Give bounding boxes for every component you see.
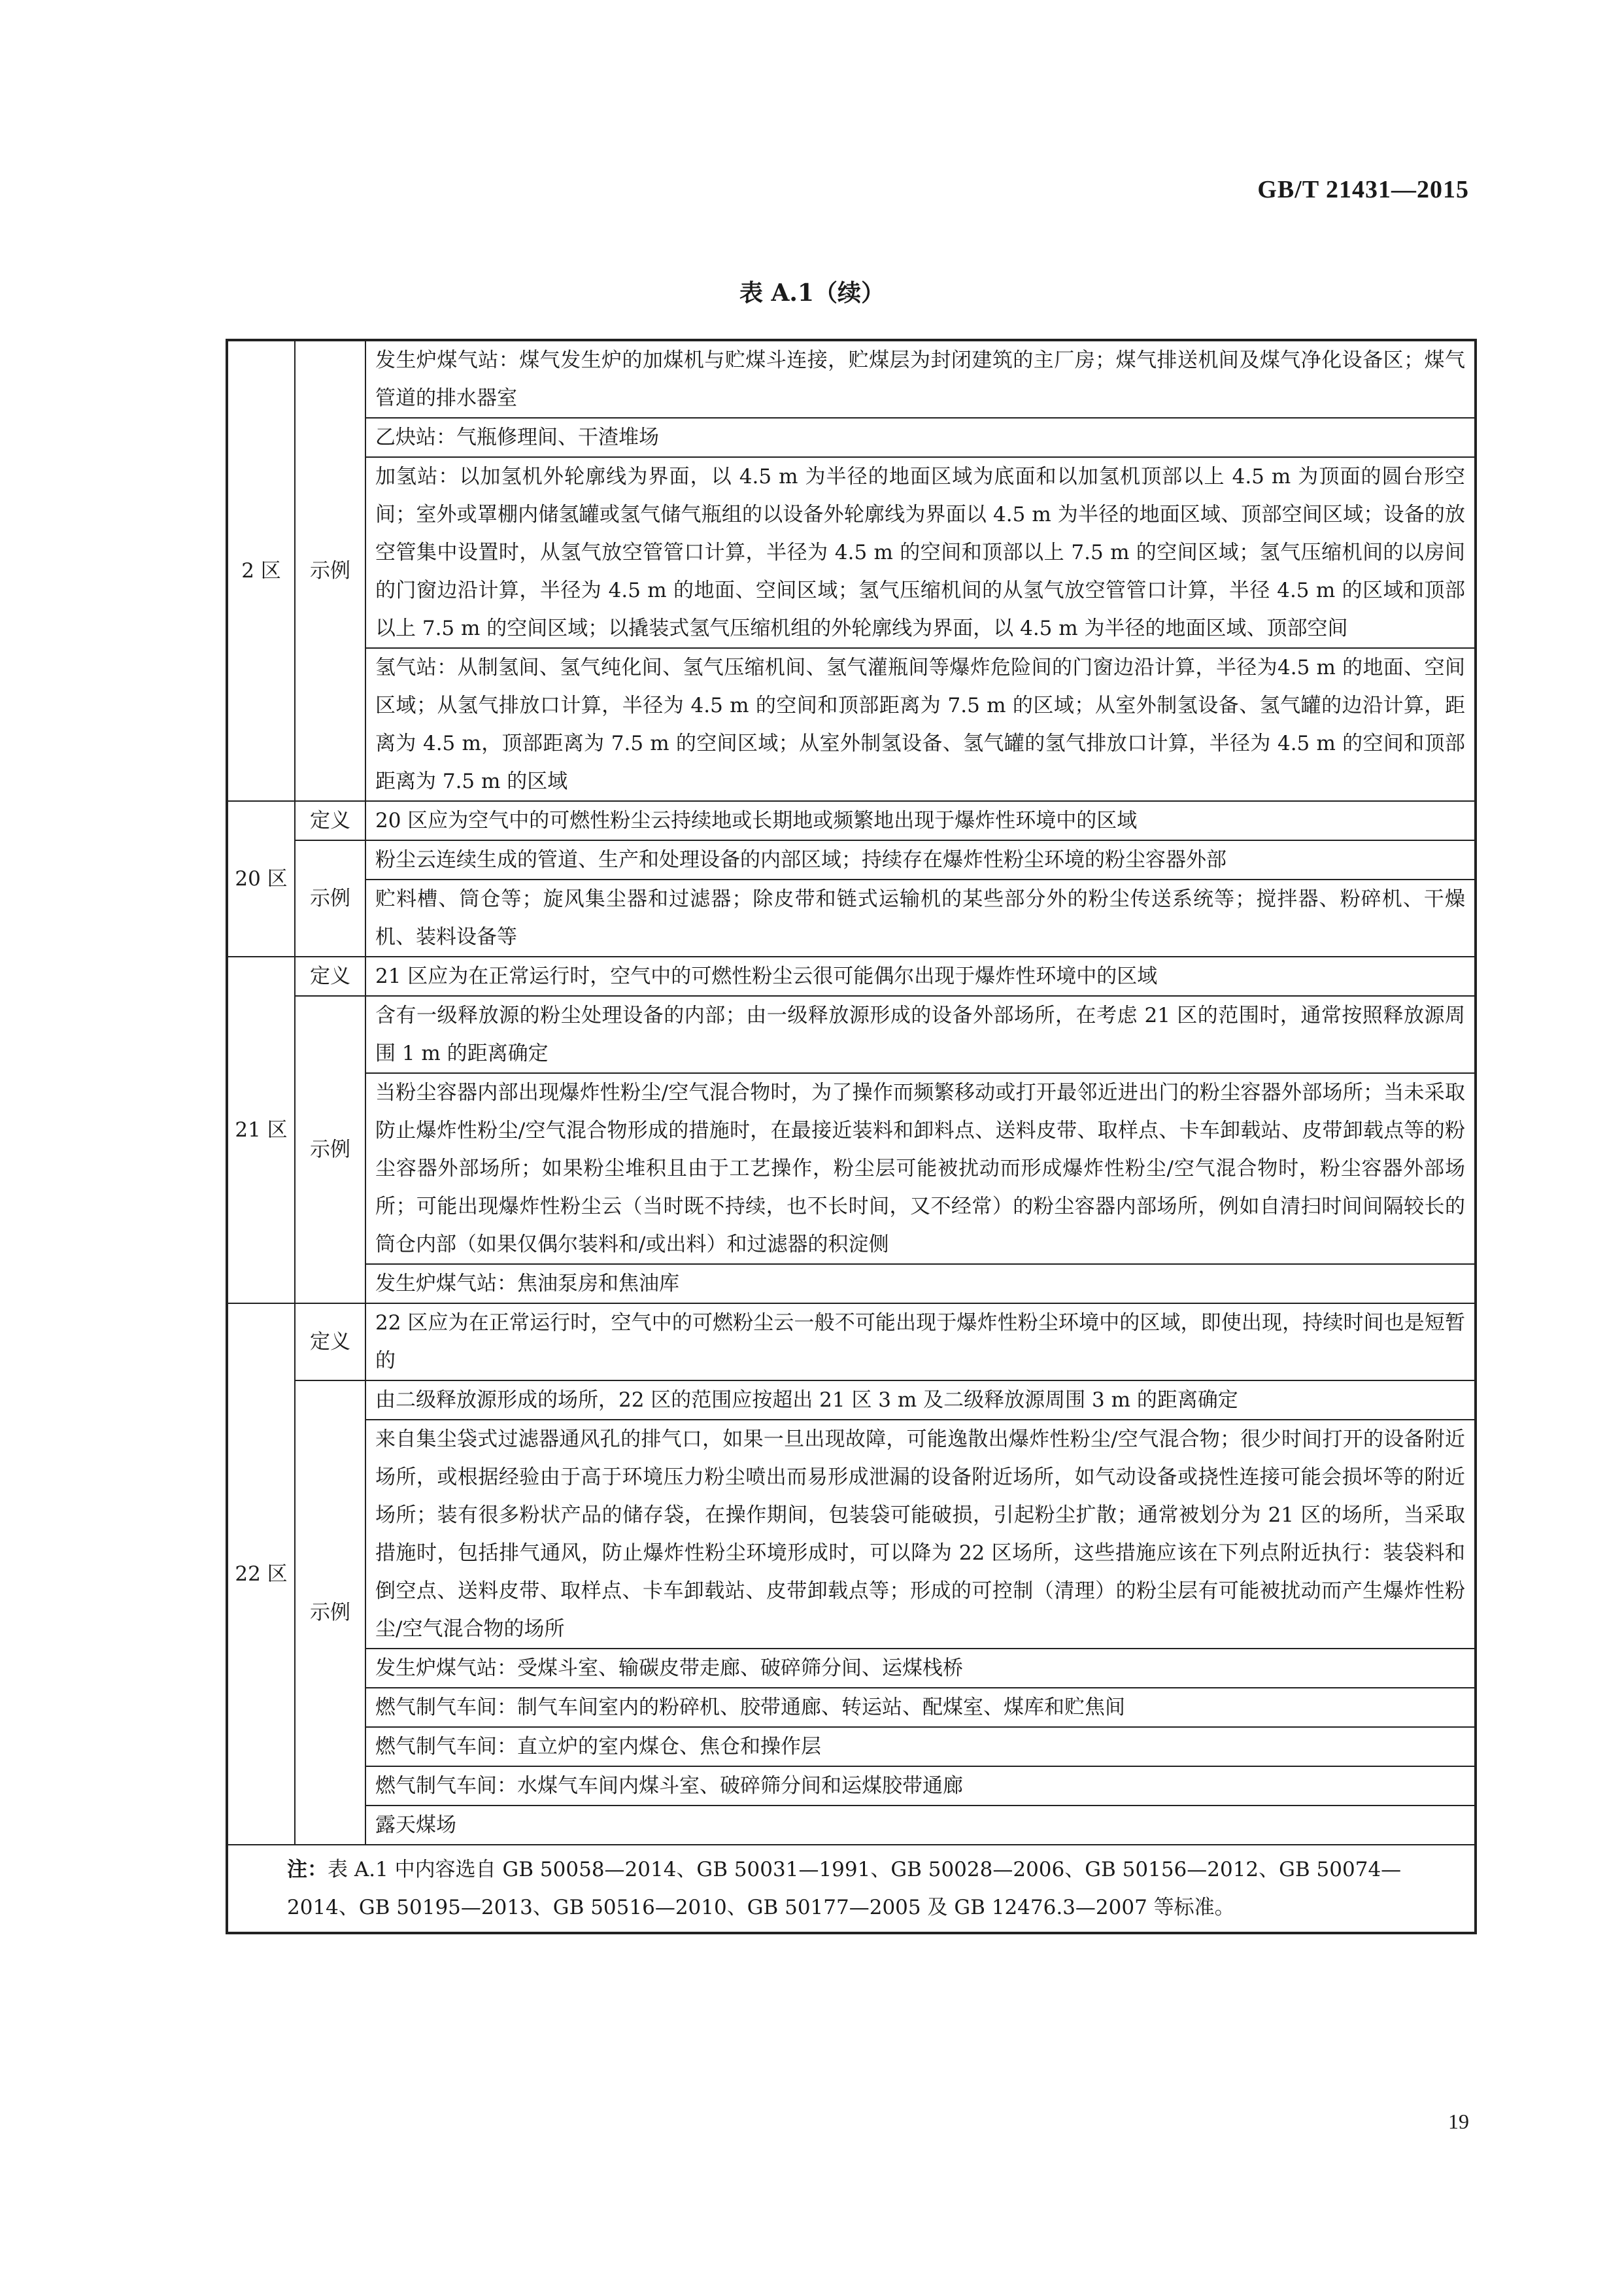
note-text: 表 A.1 中内容选自 GB 50058—2014、GB 50031—1991、GB 50028—2006、GB 50156—2012、GB 50074—2014、GB 50195—2013、GB 50516—2010、GB 50177—2005 及 GB 12476.3—2007 等标准。 bbox=[287, 1858, 1402, 1919]
page-number: 19 bbox=[1448, 2110, 1469, 2133]
zone-label: 22 区 bbox=[227, 1303, 295, 1845]
table-row bbox=[227, 996, 1476, 1073]
example-cell: 发生炉煤气站：煤气发生炉的加煤机与贮煤斗连接，贮煤层为封闭建筑的主厂房；煤气排送机间及煤气净化设备区；煤气管道的排水器室 bbox=[365, 340, 1476, 418]
note-label: 注： bbox=[287, 1858, 328, 1881]
document-code: GB/T 21431—2015 bbox=[1257, 176, 1469, 203]
example-cell: 发生炉煤气站：受煤斗室、输碳皮带走廊、破碎筛分间、运煤栈桥 bbox=[365, 1649, 1476, 1688]
table-note-row bbox=[227, 1845, 1476, 1933]
kind-label: 定义 bbox=[295, 1303, 365, 1380]
zone-label: 21 区 bbox=[227, 957, 295, 1303]
table-row bbox=[227, 880, 1476, 957]
table-row bbox=[227, 648, 1476, 801]
example-cell: 贮料槽、筒仓等；旋风集尘器和过滤器；除皮带和链式运输机的某些部分外的粉尘传送系统等；搅拌器、粉碎机、干燥机、装料设备等 bbox=[365, 880, 1476, 957]
table-note bbox=[227, 1845, 1476, 1933]
definition-cell: 22 区应为在正常运行时，空气中的可燃粉尘云一般不可能出现于爆炸性粉尘环境中的区域，即使出现，持续时间也是短暂的 bbox=[365, 1303, 1476, 1380]
table-row bbox=[227, 1688, 1476, 1727]
definition-cell: 21 区应为在正常运行时，空气中的可燃性粉尘云很可能偶尔出现于爆炸性环境中的区域 bbox=[365, 957, 1476, 996]
kind-label: 定义 bbox=[295, 957, 365, 996]
example-cell: 燃气制气车间：制气车间室内的粉碎机、胶带通廊、转运站、配煤室、煤库和贮焦间 bbox=[365, 1688, 1476, 1727]
table-row bbox=[227, 1649, 1476, 1688]
example-cell: 露天煤场 bbox=[365, 1806, 1476, 1845]
table-row bbox=[227, 957, 1476, 996]
table-row bbox=[227, 457, 1476, 648]
table-row bbox=[227, 1073, 1476, 1264]
example-cell: 由二级释放源形成的场所，22 区的范围应按超出 21 区 3 m 及二级释放源周围 3 m 的距离确定 bbox=[365, 1380, 1476, 1420]
example-cell: 来自集尘袋式过滤器通风孔的排气口，如果一旦出现故障，可能逸散出爆炸性粉尘/空气混合物；很少时间打开的设备附近场所，或根据经验由于高于环境压力粉尘喷出而易形成泄漏的设备附近场所，如气动设备或挠性连接可能会损坏等的附近场所；装有很多粉状产品的储存袋，在操作期间，包装袋可能破损，引起粉尘扩散；通常被划分为 21 区的场所，当采取措施时，包括排气通风，防止爆炸性粉尘环境形成时，可以降为 22 区场所，这些措施应该在下列点附近执行：装袋料和倒空点、送料皮带、取样点、卡车卸载站、皮带卸载点等；形成的可控制（清理）的粉尘层有可能被扰动而产生爆炸性粉尘/空气混合物的场所 bbox=[365, 1420, 1476, 1649]
kind-label: 示例 bbox=[295, 340, 365, 801]
table-row bbox=[227, 1303, 1476, 1380]
kind-label: 示例 bbox=[295, 1380, 365, 1845]
table-title: 表 A.1（续） bbox=[739, 279, 885, 307]
definition-cell: 20 区应为空气中的可燃性粉尘云持续地或长期地或频繁地出现于爆炸性环境中的区域 bbox=[365, 801, 1476, 840]
table-row bbox=[227, 840, 1476, 880]
example-cell: 发生炉煤气站：焦油泵房和焦油库 bbox=[365, 1264, 1476, 1303]
table-row bbox=[227, 340, 1476, 418]
example-cell: 含有一级释放源的粉尘处理设备的内部；由一级释放源形成的设备外部场所，在考虑 21 区的范围时，通常按照释放源周围 1 m 的距离确定 bbox=[365, 996, 1476, 1073]
example-cell: 加氢站：以加氢机外轮廓线为界面，以 4.5 m 为半径的地面区域为底面和以加氢机顶部以上 4.5 m 为顶面的圆台形空间；室外或罩棚内储氢罐或氢气储气瓶组的以设备外轮廓线为界面以 4.5 m 为半径的地面区域、顶部空间区域；设备的放空管集中设置时，从氢气放空管管口计算，半径为 4.5 m 的空间和顶部以上 7.5 m 的空间区域；氢气压缩机间的以房间的门窗边沿计算，半径为 4.5 m 的地面、空间区域；氢气压缩机间的从氢气放空管管口计算，半径 4.5 m 的区域和顶部以上 7.5 m 的空间区域；以撬装式氢气压缩机组的外轮廓线为界面，以 4.5 m 为半径的地面区域、顶部空间 bbox=[365, 457, 1476, 648]
table-row bbox=[227, 1380, 1476, 1420]
table-row bbox=[227, 418, 1476, 457]
example-cell: 燃气制气车间：直立炉的室内煤仓、焦仓和操作层 bbox=[365, 1727, 1476, 1766]
zone-classification-table bbox=[226, 339, 1477, 1934]
example-cell: 燃气制气车间：水煤气车间内煤斗室、破碎筛分间和运煤胶带通廊 bbox=[365, 1766, 1476, 1806]
table-row bbox=[227, 1806, 1476, 1845]
table-row bbox=[227, 801, 1476, 840]
example-cell: 氢气站：从制氢间、氢气纯化间、氢气压缩机间、氢气灌瓶间等爆炸危险间的门窗边沿计算，半径为4.5 m 的地面、空间区域；从氢气排放口计算，半径为 4.5 m 的空间和顶部距离为 7.5 m 的区域；从室外制氢设备、氢气罐的边沿计算，距离为 4.5 m，顶部距离为 7.5 m 的空间区域；从室外制氢设备、氢气罐的氢气排放口计算，半径为 4.5 m 的空间和顶部距离为 7.5 m 的区域 bbox=[365, 648, 1476, 801]
kind-label: 示例 bbox=[295, 996, 365, 1303]
example-cell: 乙炔站：气瓶修理间、干渣堆场 bbox=[365, 418, 1476, 457]
table-row bbox=[227, 1264, 1476, 1303]
kind-label: 示例 bbox=[295, 840, 365, 957]
zone-label: 2 区 bbox=[227, 340, 295, 801]
kind-label: 定义 bbox=[295, 801, 365, 840]
table-row bbox=[227, 1727, 1476, 1766]
example-cell: 当粉尘容器内部出现爆炸性粉尘/空气混合物时，为了操作而频繁移动或打开最邻近进出门的粉尘容器外部场所；当未采取防止爆炸性粉尘/空气混合物形成的措施时，在最接近装料和卸料点、送料皮带、取样点、卡车卸载站、皮带卸载点等的粉尘容器外部场所；如果粉尘堆积且由于工艺操作，粉尘层可能被扰动而形成爆炸性粉尘/空气混合物时，粉尘容器外部场所；可能出现爆炸性粉尘云（当时既不持续，也不长时间，又不经常）的粉尘容器内部场所，例如自清扫时间间隔较长的筒仓内部（如果仅偶尔装料和/或出料）和过滤器的积淀侧 bbox=[365, 1073, 1476, 1264]
example-cell: 粉尘云连续生成的管道、生产和处理设备的内部区域；持续存在爆炸性粉尘环境的粉尘容器外部 bbox=[365, 840, 1476, 880]
table-row bbox=[227, 1766, 1476, 1806]
table-row bbox=[227, 1420, 1476, 1649]
zone-label: 20 区 bbox=[227, 801, 295, 957]
